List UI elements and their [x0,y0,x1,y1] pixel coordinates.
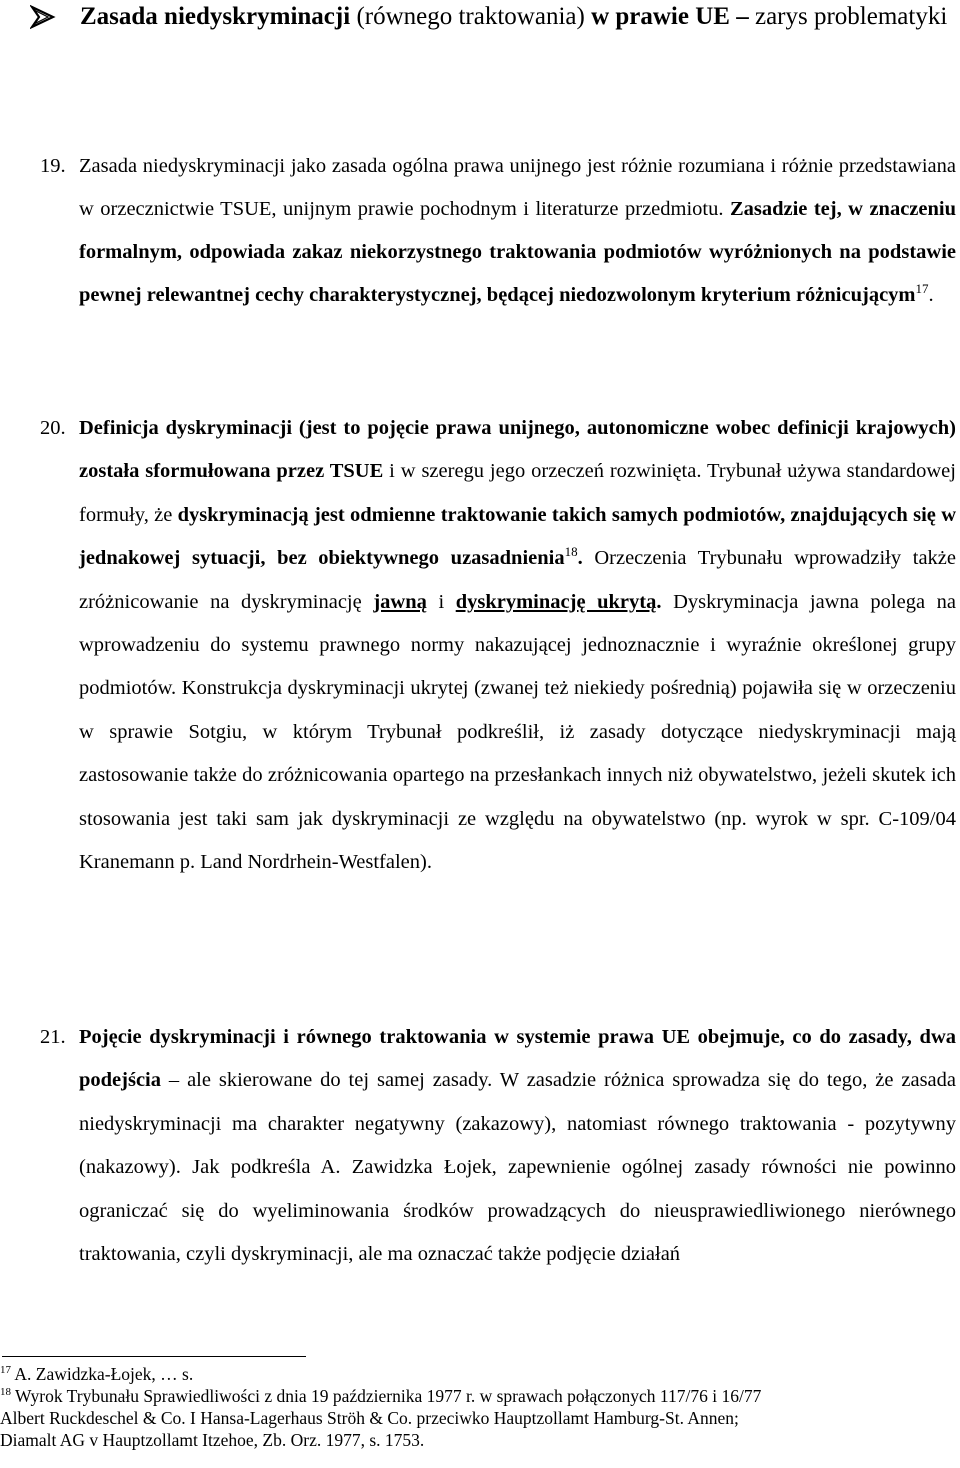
paragraph-text: Dyskryminacja jawna polega na wprowadzeniu do systemu prawnego normy nakazującej jednoznacznie i wyraźnie określonej grupy podmiotów. Konstrukcja dyskryminacji ukrytej (zwanej też niekiedy pośrednią) pojawiła się w orzeczeniu w sprawie Sotgiu, w którym Trybunał podkreślił, iż zasady dotyczące niedyskryminacji mają zastosowanie także do zróżnicowania opartego na przesłankach innych niż obywatelstwo, jeżeli skutek ich stosowania jest taki sam jak dyskryminacji ze względu na obywatelstwo (np. wyrok w spr. C-109/04 Kranemann p. Land Nordrhein-Westfalen). [79,590,956,874]
paragraph-bold-text: dyskryminacją jest odmienne traktowanie takich samych podmiotów, znajdujących się w jednakowej sytuacji, bez obiektywnego uzasadnienia [79,503,956,570]
paragraph-text: Zasada niedyskryminacji jako zasada ogólna prawa unijnego jest różnie rozumiana i różnie przedstawiana w orzecznictwie TSUE, unijnym prawie pochodnym i literaturze przedmiotu. [79,155,956,220]
paragraph-number: 21. [40,1026,66,1048]
footnote-separator [2,1356,306,1357]
footnote-number: 18 [0,1386,11,1398]
footnote-17 [0,1363,958,1385]
footnote-text: Wyrok Trybunału Sprawiedliwości z dnia 19 października 1977 r. w sprawach połączonych 117/76 i 16/77 [11,1386,762,1406]
footnote-18-continued [0,1429,958,1451]
footnote-number: 17 [0,1364,11,1376]
heading-normal-part: zarys problematyki [754,3,948,30]
footnote-18 [0,1385,958,1407]
heading-normal-part: (równego traktowania) [350,3,592,30]
footnote-text: Albert Ruckdeschel & Co. I Hansa-Lagerhaus Ströh & Co. przeciwko Hauptzollamt Hamburg-St. Annen; [0,1408,739,1428]
arrow-bullet-icon [30,4,56,30]
paragraph-bold-text: . [577,547,583,570]
paragraph-bold-text: . [656,590,662,613]
paragraph-text: Orzeczenia Trybunału wprowadziły także zróżnicowanie na dyskryminację [79,547,956,613]
footnote-ref-17[interactable]: 17 [915,281,929,296]
footnote-18-continued [0,1407,958,1429]
paragraph-text: – ale skierowane do tej samej zasady. W zasadzie różnica sprowadza się do tego, że zasada niedyskryminacji ma charakter negatywny (zakazowy), natomiast równego traktowania - pozytywny (nakazowy). Jak podkreśla A. Zawidzka Łojek, zapewnienie ogólnej zasady równości nie powinno ograniczać się do wyeliminowania środków prowadzących do nieusprawiedliwionego nierównego traktowania, czyli dyskryminacji, ale ma oznaczać także podjęcie działań [79,1069,956,1266]
footnote-text: A. Zawidzka-Łojek, … s. [11,1364,194,1384]
heading-bold-part: w prawie UE – [591,3,755,30]
paragraph-bold-underlined-text: jawną [373,590,427,613]
paragraph-number: 20. [40,417,66,439]
paragraph-number: 19. [40,155,66,177]
paragraph-bold-text: Pojęcie dyskryminacji i równego traktowania w systemie prawa UE obejmuje, co do zasady, dwa podejścia [79,1026,956,1092]
paragraph-bold-underlined-text: dyskryminację ukrytą [455,590,657,613]
heading-bold-part: Zasada niedyskryminacji [80,3,351,30]
paragraph-text: . [928,284,934,306]
section-heading [30,0,958,34]
paragraph-text: i [426,590,456,613]
paragraph-text: i w szeregu jego orzeczeń rozwinięta. Trybunał używa standardowej formuły, że [79,460,956,526]
paragraph-21 [40,1016,956,1276]
footnote-text: Diamalt AG v Hauptzollamt Itzehoe, Zb. Orz. 1977, s. 1753. [0,1430,425,1450]
paragraph-19 [40,145,956,317]
footnotes [0,1363,958,1451]
paragraph-bold-text: Zasadzie tej, w znaczeniu formalnym, odpowiada zakaz niekorzystnego traktowania podmiotów wyróżnionych na podstawie pewnej relewantnej cechy charakterystycznej, będącej niedozwolonym kryterium różnicującym [79,198,956,306]
paragraph-20 [40,407,956,884]
paragraph-bold-text: Definicja dyskryminacji (jest to pojęcie prawa unijnego, autonomiczne wobec definicji krajowych) została sformułowana przez TSUE [79,417,956,483]
footnote-ref-18[interactable]: 18 [564,544,578,560]
